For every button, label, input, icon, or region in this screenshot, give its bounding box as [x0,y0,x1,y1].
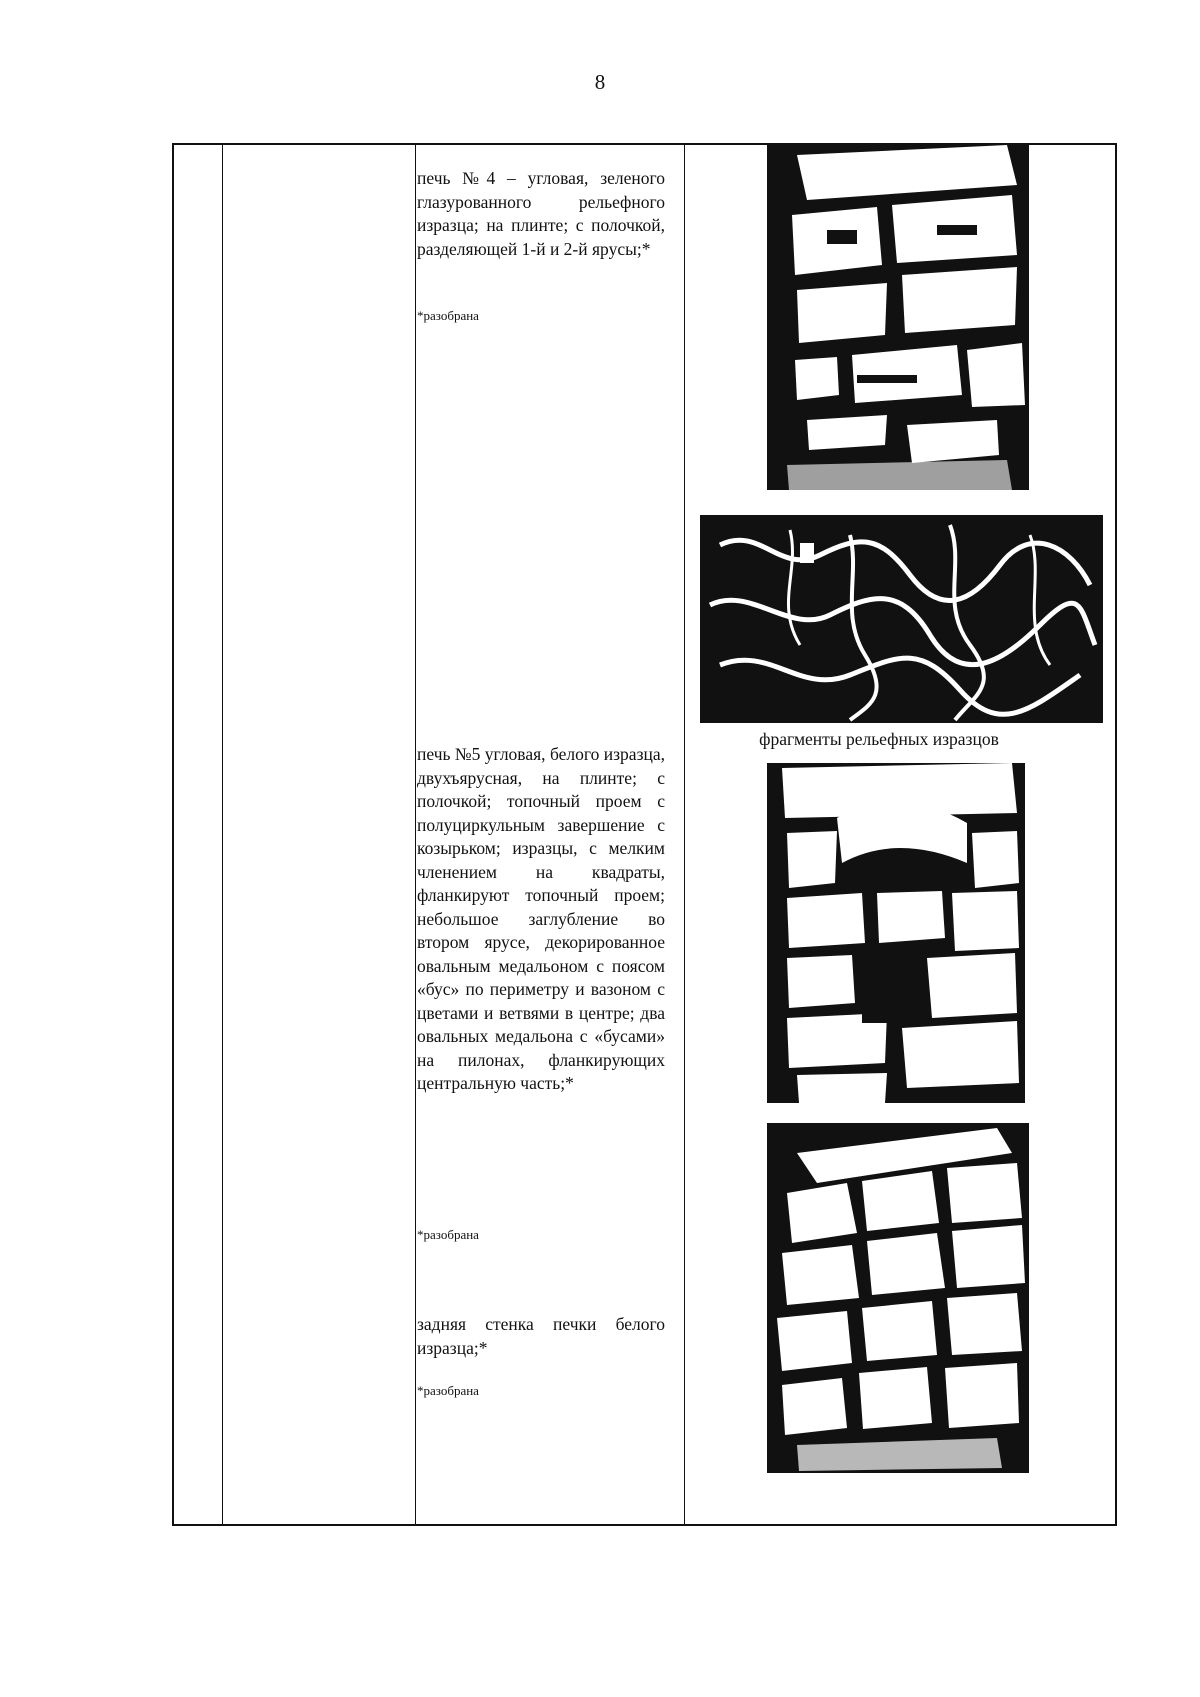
page-number: 8 [594,70,606,94]
back-wall-note: *разобрана [417,1383,479,1398]
column-divider-1 [222,145,223,1524]
oven5-note: *разобрана [417,1227,479,1242]
description-cell [417,145,675,1524]
oven5-description: печь №5 угловая, белого изразца, двухъярусная, на плинте; с полочкой; топочный проем с полуциркульным завершение с козырьком; изразцы, с мелким членением на квадраты, фланкируют топочный проем; небольшое заглубление во втором ярусе, декорированное овальным медальоном с поясом «бус» по периметру и вазоном с цветами и ветвями в центре; два овальных медальона с «бусами» на пилонах, фланкирующих центральную часть;* [417,744,665,1093]
column-divider-2 [415,145,416,1524]
oven5-photo [767,763,1025,1103]
description-table [172,143,1117,1526]
oven4-note: *разобрана [417,308,479,323]
relief-tile-photo [700,515,1103,723]
photos-caption: фрагменты рельефных изразцов [759,729,999,749]
oven4-photo [767,145,1029,490]
tiles-closeup-photo [767,1123,1029,1473]
back-wall-description: задняя стенка печки белого изразца;* [417,1314,665,1358]
oven4-description: печь №4 – угловая, зеленого глазурованного рельефного изразца; на плинте; с полочкой, разделяющей 1-й и 2-й ярусы;* [417,168,665,259]
column-divider-3 [684,145,685,1524]
